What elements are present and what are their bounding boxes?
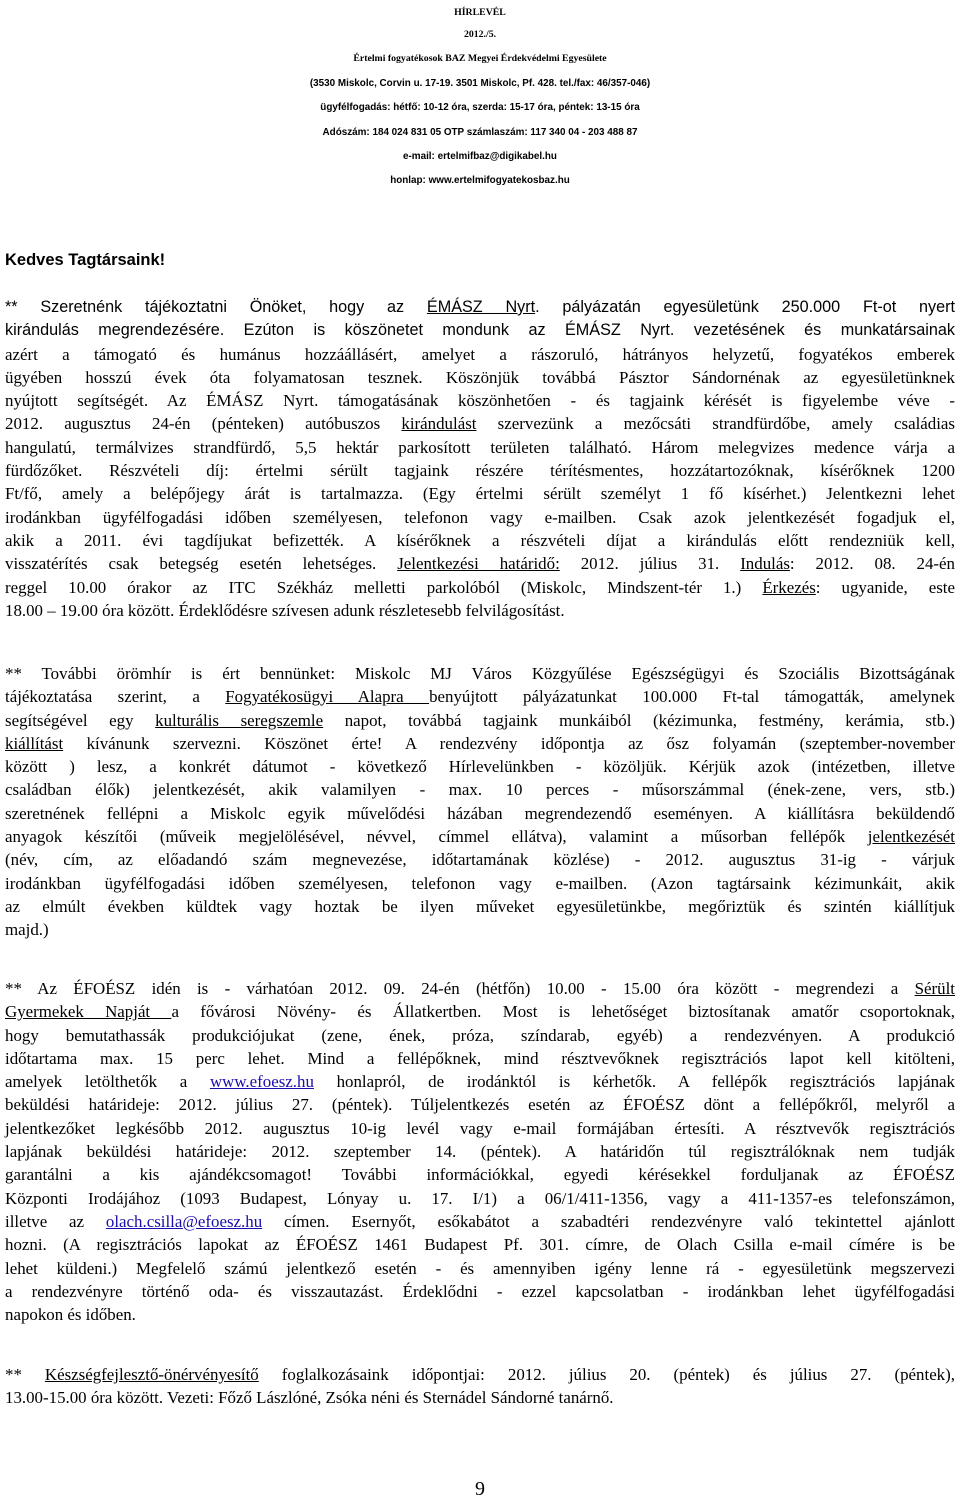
text-line: amelyek letölthetők a www.efoesz.hu honlapról, de irodánktól is kérhetők. A fellépők regisztrációs lapjának <box>5 1072 955 1092</box>
text-line: garantálni a kis ajándékcsomagot! További információkkal, egyedi kérésekkel forduljanak az ÉFOÉSZ <box>5 1165 955 1185</box>
text-line: 13.00-15.00 óra között. Vezeti: Főző Lászlóné, Zsóka néni és Sternádel Sándorné tanárnő. <box>5 1388 614 1408</box>
text-line: Gyermekek Napját a fővárosi Növény- és Állatkertben. Most is lehetőséget biztosítanak amatőr csoportoknak, <box>5 1002 955 1022</box>
text-line: az elmúlt években küldtek vagy hoztak be ilyen műveket egyesületünkbe, megőriztük és szintén kiállítjuk <box>5 896 955 916</box>
text-line: segítségével egy kulturális seregszemle napot, továbbá tagjaink munkáiból (kézimunka, festmény, kerámia, stb.) <box>5 710 955 730</box>
paragraph-cultural-event <box>5 662 955 942</box>
text-line: majd.) <box>5 920 49 940</box>
text-line: Központi Irodájához (1093 Budapest, Lónyay u. 17. I/1) a 06/1/411-1356, vagy a 411-1357-es telefonszámon, <box>5 1188 955 1208</box>
text-line: hangulatú, termálvizes strandfürdő, 5,5 hektár parkosított területen található. Három melegvizes medence várja a <box>5 437 955 457</box>
email-line: e-mail: ertelmifbaz@digikabel.hu <box>403 151 557 162</box>
text-line: ** Szeretnénk tájékoztatni Önöket, hogy az ÉMÁSZ Nyrt. pályázatán egyesületünk 250.000 Ft-ot nyert <box>5 298 955 316</box>
text-line: 2012. augusztus 24-én (pénteken) autóbuszos kirándulást szervezünk a mezőcsáti strandfürdőbe, amely családias <box>5 414 955 434</box>
text-line: jelentkezőket legkésőbb 2012. augusztus 10-ig levél vagy e-mail formájában értesíti. A résztvevők regisztrációs <box>5 1118 955 1138</box>
text-line: ügyében hosszú évek óta folyamatosan tesznek. Köszönjük továbbá Pásztor Sándornénak az egyesületünknek <box>5 367 955 387</box>
text-line: lehet küldeni.) Megfelelő számú jelentkező esetén - és amennyiben igény lenne rá - egyesületünk megszervezi <box>5 1258 955 1278</box>
text-line: ** Készségfejlesztő-önérvényesítő foglalkozásaink időpontjai: 2012. július 20. (péntek) és július 27. (péntek), <box>5 1365 955 1384</box>
newsletter-title: HÍRLEVÉL <box>454 7 506 18</box>
text-line: irodánkban ügyfélfogadási időben személyesen, telefonon vagy e-mailben. (Azon tagtársaink kézimunkáit, akik <box>5 873 955 893</box>
organization-address: (3530 Miskolc, Corvin u. 17-19. 3501 Miskolc, Pf. 428. tel./fax: 46/357-046) <box>309 78 651 89</box>
text-line: között ) lesz, a konkrét dátumot - következő Hírlevelünkben - közöljük. Kérjük azok (intézetben, illetve <box>5 757 955 777</box>
text-line: irodánkban ügyfélfogadási időben személyesen, telefonon vagy e-mailben. Csak azok jelentkezését fogadjuk el, <box>5 507 955 527</box>
text-line: (név, cím, az előadandó szám megnevezése, időtartamának közlése) - 2012. augusztus 31-ig - várjuk <box>5 850 955 870</box>
text-line: kirándulás megrendezésére. Ezúton is köszönetet mondunk az ÉMÁSZ Nyrt. vezetésének és munkatársainak <box>5 321 955 340</box>
text-line: visszatérítés csak betegség esetén lehetséges. Jelentkezési határidő: 2012. július 31. Indulás: 2012. 08. 24-én <box>5 554 956 574</box>
organization-name: Értelmi fogyatékosok BAZ Megyei Érdekvédelmi Egyesülete <box>353 53 607 64</box>
text-line: 18.00 – 19.00 óra között. Érdeklődésre szívesen adunk részletesebb felvilágosítást. <box>5 600 565 620</box>
issue-number: 2012./5. <box>463 29 497 40</box>
text-line: tájékoztatása szerint, a Fogyatékosügyi Alapra benyújtott pályázatunkat 100.000 Ft-tal támogatták, amelynek <box>5 687 955 707</box>
paragraph-efoesz-day <box>5 977 955 1326</box>
office-hours: ügyfélfogadás: hétfő: 10-12 óra, szerda: 15-17 óra, péntek: 13-15 óra <box>320 102 640 113</box>
text-line: Ft/fő, amely a belépőjegy árát is tartalmazza. (Egy értelmi sérült személyt 1 fő kísérhet.) Jelentkezni lehet <box>5 484 955 504</box>
text-line: fürdőzőket. Részvételi díj: értelmi sérült tagjaink részére térítésmentes, hozzátartozóknak, kísérőknek 1200 <box>5 461 955 481</box>
text-line: napokon és időben. <box>5 1305 136 1325</box>
text-line: beküldési határideje: 2012. július 27. (péntek). Túljelentkezés esetén az ÉFOÉSZ dönt a fellépőkről, melyről a <box>5 1095 955 1115</box>
text-line: ** Az ÉFOÉSZ idén is - várhatóan 2012. 09. 24-én (hétfőn) 10.00 - 15.00 óra között - megrendezi a Sérült <box>5 979 955 998</box>
text-line: kiállítást kívánunk szervezni. Köszönet érte! A rendezvény időpontja az ősz folyamán (szeptember-november <box>5 733 955 753</box>
email-link[interactable]: olach.csilla@efoesz.hu <box>105 1211 263 1231</box>
website-line: honlap: www.ertelmifogyatekosbaz.hu <box>390 175 570 186</box>
text-line: családban élők) jelentkezését, akik valamilyen - max. 10 perces - műsorszámmal (ének-zene, vers, stb.) <box>5 780 955 800</box>
text-line: anyagok készítői (műveik megjelölésével, névvel, címmel ellátva), valamint a műsorban fellépők jelentkezését <box>5 827 955 847</box>
text-line: illetve az olach.csilla@efoesz.hu címen. Esernyőt, esőkabátot a szabadtéri rendezvényre való tekintettel ajánlott <box>5 1211 955 1231</box>
text-line: szeretnének fellépni a Miskolc egyik művelődési házában megrendezendő eseményen. A kiállításra beküldendő <box>5 803 955 823</box>
text-line: lapjának beküldési határideje: 2012. szeptember 14. (péntek). A határidőn túl regisztrálóknak nem tudják <box>5 1142 955 1162</box>
paragraph-emasz-trip <box>5 296 955 622</box>
tax-and-bank-info: Adószám: 184 024 831 05 OTP számlaszám: 117 340 04 - 203 488 87 <box>322 127 638 138</box>
text-line: reggel 10.00 órakor az ITC Székház melletti parkolóból (Miskolc, Mindszent-tér 1.) Érkezés: ugyanide, este <box>5 577 955 597</box>
text-line: ** További örömhír is ért bennünket: Miskolc MJ Város Közgyűlése Egészségügyi és Szociális Bizottságának <box>5 664 955 683</box>
text-line: időtartama max. 15 perc lehet. Mind a fellépőknek, mind résztvevőknek regisztrációs lapot kell kitölteni, <box>5 1048 955 1068</box>
paragraph-skill-sessions <box>5 1363 955 1410</box>
efoesz-website-link[interactable]: www.efoesz.hu <box>209 1072 314 1092</box>
page-number: 9 <box>475 1478 485 1500</box>
text-line: hogy bemutathassák produkciójukat (zene, ének, próza, színdarab, egyéb) a rendezvényen. A produkció <box>5 1025 955 1045</box>
text-line: azért a támogató és humánus hozzáállásért, amelyet a rászoruló, hátrányos helyzetű, fogyatékos emberek <box>5 344 955 364</box>
greeting: Kedves Tagtársaink! <box>5 251 166 269</box>
text-line: nyújtott segítségét. Az ÉMÁSZ Nyrt. támogatásának köszönhetően - és tagjaink kérését is figyelembe véve - <box>5 391 955 411</box>
text-line: hozni. (A regisztrációs lapokat az ÉFOÉSZ 1461 Budapest Pf. 301. címre, de Olach Csilla e-mail címére is be <box>5 1235 955 1255</box>
text-line: a rendezvényre történő oda- és visszautazást. Érdeklődni - ezzel kapcsolatban - irodánkban lehet ügyfélfogadási <box>5 1281 955 1301</box>
text-line: akik a 2011. évi tagdíjukat befizették. A kísérőknek a részvételi díjat a kirándulás előtt rendezniük kell, <box>5 530 955 550</box>
